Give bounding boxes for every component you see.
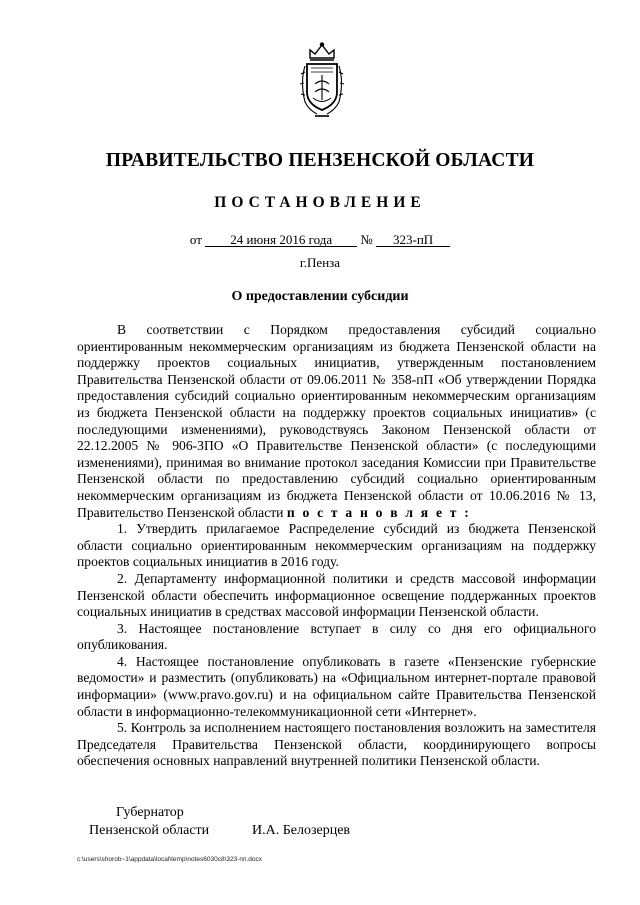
date-prefix: от bbox=[189, 232, 202, 247]
document-city: г.Пенза bbox=[299, 255, 341, 270]
item-paragraph: 2. Департаменту информационной политики и средств массовой информации Пензенской области обеспечить информационное освещение поддержанных проектов социальных инициатив в средствах массовой информации Пензенской области. bbox=[77, 570, 596, 620]
signatory-position-line1: Губернатор bbox=[116, 805, 184, 820]
item-paragraph: 4. Настоящее постановление опубликовать в газете «Пензенские губернские ведомости» и разместить (опубликовать) на «Официальном интернет-портале правовой информации» (www.pravo.gov.ru) и на официальном сайте Правительства Пензенской области в информационно-телекоммуникационной сети «Интернет». bbox=[77, 653, 596, 719]
coat-of-arms-emblem bbox=[297, 42, 347, 120]
document-number: 323-пП bbox=[376, 233, 450, 247]
item-paragraph: 3. Настоящее постановление вступает в силу со дня его официального опубликования. bbox=[77, 620, 596, 653]
document-body bbox=[77, 322, 596, 770]
file-path-footer: c:\users\shorob~1\appdata\local\temp\notes6030c8\323-пп.docx bbox=[77, 856, 263, 863]
government-title: ПРАВИТЕЛЬСТВО ПЕНЗЕНСКОЙ ОБЛАСТИ bbox=[105, 150, 535, 171]
preamble-text: В соответствии с Порядком предоставления субсидий социально ориентированным некоммерческим организациям из бюджета Пензенской области на поддержку проектов социальных инициатив, утвержденным постановлением Правительства Пензенской области от 09.06.2011 № 358-пП «Об утверждении Порядка предоставления субсидий социально ориентированным некоммерческим организациям из бюджета Пензенской области на поддержку проектов социальных инициатив» (с последующими изменениями), руководствуясь Законом Пензенской области от 22.12.2005 № 906-ЗПО «О Правительстве Пензенской области» (с последующими изменениями), принимая во внимание протокол заседания Комиссии при Правительстве Пензенской области по предоставлению субсидий социально ориентированным некоммерческим организациям из бюджета Пензенской области от 10.06.2016 № 13, Правительство Пензенской области bbox=[77, 322, 596, 520]
item-paragraph: 1. Утвердить прилагаемое Распределение субсидий из бюджета Пензенской области социально ориентированным некоммерческим организациям на поддержку проектов социальных инициатив в 2016 году. bbox=[77, 521, 596, 570]
document-date: 24 июня 2016 года bbox=[205, 233, 357, 247]
document-subject: О предоставлении субсидии bbox=[231, 289, 409, 304]
item-paragraph: 5. Контроль за исполнением настоящего постановления возложить на заместителя Председателя Правительства Пензенской области, координирующего вопросы обеспечения основных направлений внутренней политики Пензенской области. bbox=[77, 720, 596, 769]
date-number-line bbox=[0, 232, 640, 248]
signatory-name: И.А. Белозерцев bbox=[252, 823, 351, 838]
preamble-paragraph bbox=[77, 322, 596, 521]
decree-word: п о с т а н о в л я е т : bbox=[286, 504, 471, 520]
number-prefix: № bbox=[360, 232, 373, 247]
document-type: ПОСТАНОВЛЕНИЕ bbox=[214, 194, 426, 211]
signatory-position-line2: Пензенской области bbox=[89, 823, 210, 838]
